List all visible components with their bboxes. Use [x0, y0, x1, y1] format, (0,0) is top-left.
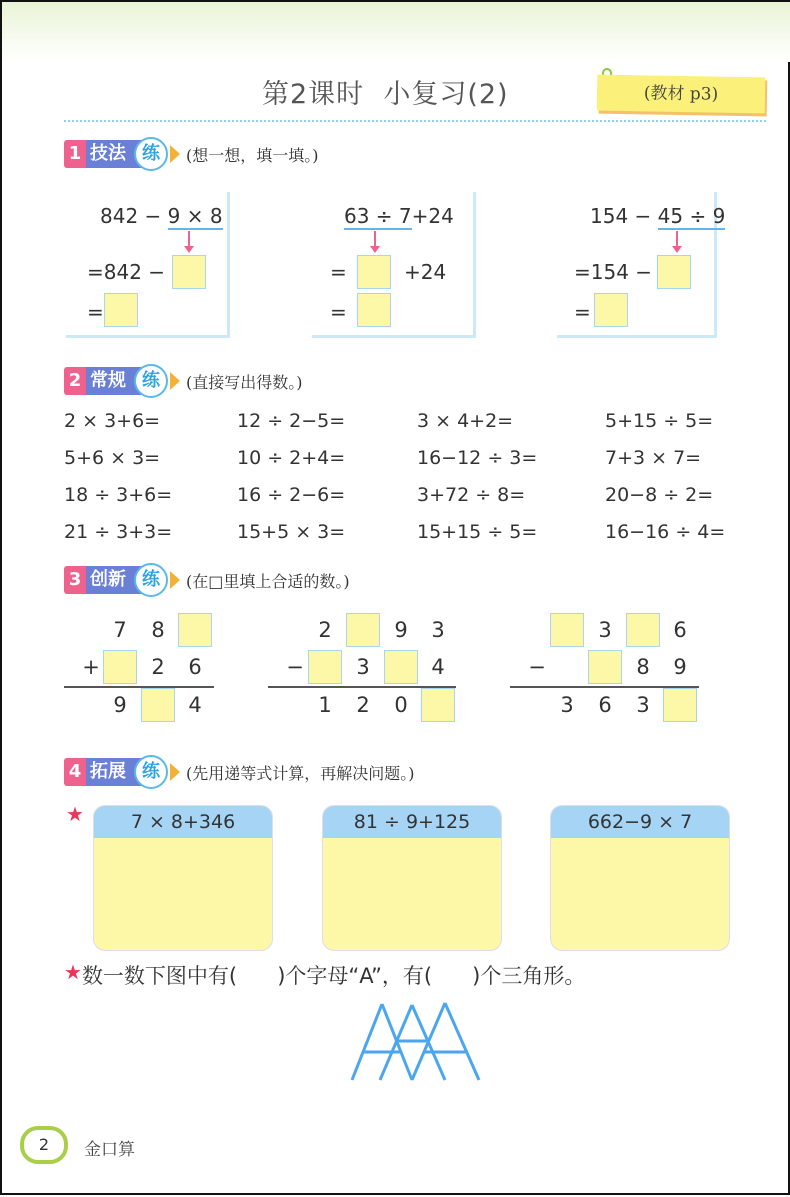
question-text: 数一数下图中有( [81, 964, 238, 988]
digit: 4 [431, 655, 445, 679]
section-instruction: (在□里填上合适的数。) [186, 571, 350, 591]
oral-calc-question: 15+5 × 3= [237, 521, 346, 543]
oral-calc-question: 12 ÷ 2−5= [237, 410, 346, 432]
digit: 3 [598, 618, 612, 642]
page-title: 第2课时 小复习(2) [262, 79, 509, 110]
answer-box[interactable] [421, 688, 455, 722]
section-instruction: (先用递等式计算，再解决问题。) [186, 763, 415, 783]
oral-calc-question: 3 × 4+2= [417, 410, 514, 432]
answer-box[interactable] [384, 650, 418, 684]
digit: 4 [188, 693, 202, 717]
section-number: 4 [64, 758, 86, 786]
digit: 6 [673, 618, 687, 642]
sum-line [268, 686, 456, 688]
digit: 1 [318, 693, 332, 717]
oral-calc-question: 10 ÷ 2+4= [237, 447, 346, 469]
digit: 3 [431, 618, 445, 642]
answer-box[interactable] [346, 613, 380, 647]
letter-a-triangle-figure [2, 2, 790, 1197]
answer-box[interactable] [104, 293, 138, 327]
digit: 2 [318, 618, 332, 642]
section-1-header [64, 139, 319, 169]
oral-calc-question: 2 × 3+6= [64, 410, 161, 432]
section-instruction: (直接写出得数。) [186, 372, 303, 392]
section-label: 技法 练 [86, 140, 152, 168]
question-text: )个字母“A”，有( [237, 964, 433, 988]
oral-calc-question: 16−12 ÷ 3= [417, 447, 538, 469]
page-number: 2 [20, 1126, 68, 1164]
oral-calc-question: 15+15 ÷ 5= [417, 521, 538, 543]
sum-line [64, 686, 214, 688]
expression [344, 204, 454, 230]
book-name: 金口算 [84, 1140, 135, 1160]
arrow-down-icon [374, 231, 376, 251]
question-text: )个三角形。 [432, 964, 586, 988]
section-number: 2 [64, 367, 86, 395]
oral-calc-question: 18 ÷ 3+6= [64, 484, 173, 506]
section-number: 1 [64, 140, 86, 168]
digit: 0 [394, 693, 408, 717]
answer-box[interactable] [357, 293, 391, 327]
digit: 7 [113, 618, 127, 642]
step-prefix: =842 − [87, 260, 166, 284]
digit: 9 [113, 693, 127, 717]
expression-part: 842 − [100, 204, 168, 228]
pencil-tip-icon [170, 571, 180, 589]
digit: 2 [151, 655, 165, 679]
answer-box[interactable] [172, 255, 206, 289]
card-expression: 662−9 × 7 [551, 806, 729, 838]
first-step-underlined: 63 ÷ 7 [344, 204, 412, 228]
expression-part: 154 − [590, 204, 658, 228]
oral-calc-question: 16−16 ÷ 4= [605, 521, 726, 543]
step-prefix: = [574, 300, 591, 324]
digit: 9 [394, 618, 408, 642]
expression-part: +24 [411, 204, 454, 228]
answer-box[interactable] [663, 688, 697, 722]
operator: − [286, 655, 304, 679]
section-label: 拓展 练 [86, 758, 152, 786]
calc-card[interactable] [322, 805, 502, 951]
digit: 6 [188, 655, 202, 679]
section-number: 3 [64, 566, 86, 594]
digit: 9 [673, 655, 687, 679]
page-top-background [2, 2, 790, 62]
oral-calc-question: 20−8 ÷ 2= [605, 484, 714, 506]
section-instruction: (想一想，填一填。) [186, 145, 319, 165]
step-prefix: = [87, 300, 104, 324]
answer-box[interactable] [103, 650, 137, 684]
section-label: 常规 练 [86, 367, 152, 395]
section-2-header [64, 366, 303, 396]
oral-calc-question: 5+6 × 3= [64, 447, 161, 469]
answer-box[interactable] [178, 613, 212, 647]
step-prefix: = [330, 300, 347, 324]
digit: 3 [356, 655, 370, 679]
section-3-header [64, 565, 350, 595]
operator: − [528, 655, 546, 679]
step-suffix: +24 [404, 260, 447, 284]
expression [590, 204, 725, 230]
digit: 2 [356, 693, 370, 717]
practice-circle: 练 [134, 755, 168, 789]
section-label: 创新 练 [86, 566, 152, 594]
oral-calc-question: 5+15 ÷ 5= [605, 410, 714, 432]
digit: 8 [636, 655, 650, 679]
digit: 3 [560, 693, 574, 717]
calc-card[interactable] [93, 805, 273, 951]
star-icon: ★ [66, 802, 84, 826]
answer-box[interactable] [141, 688, 175, 722]
sum-line [510, 686, 699, 688]
card-expression: 81 ÷ 9+125 [323, 806, 501, 838]
expression [100, 204, 223, 230]
oral-calc-question: 3+72 ÷ 8= [417, 484, 526, 506]
arrow-down-icon [676, 231, 678, 251]
step-prefix: = [330, 260, 347, 284]
pencil-tip-icon [170, 763, 180, 781]
operator: + [82, 655, 100, 679]
answer-box[interactable] [594, 293, 628, 327]
answer-box[interactable] [357, 255, 391, 289]
oral-calc-question: 21 ÷ 3+3= [64, 521, 173, 543]
practice-circle: 练 [134, 137, 168, 171]
digit: 8 [151, 618, 165, 642]
calc-card[interactable] [550, 805, 730, 951]
oral-calc-question: 16 ÷ 2−6= [237, 484, 346, 506]
star-icon: ★ [64, 960, 82, 984]
practice-circle: 练 [134, 364, 168, 398]
answer-box[interactable] [588, 650, 622, 684]
answer-box[interactable] [626, 613, 660, 647]
digit: 6 [598, 693, 612, 717]
section-4-header [64, 757, 415, 787]
answer-box[interactable] [550, 613, 584, 647]
pencil-tip-icon [170, 372, 180, 390]
pencil-tip-icon [170, 145, 180, 163]
first-step-underlined: 45 ÷ 9 [657, 204, 726, 228]
practice-circle: 练 [134, 563, 168, 597]
counting-question [64, 960, 585, 990]
answer-box[interactable] [657, 255, 691, 289]
divider [64, 120, 766, 122]
card-expression: 7 × 8+346 [94, 806, 272, 838]
digit: 3 [636, 693, 650, 717]
arrow-down-icon [188, 231, 190, 251]
answer-box[interactable] [308, 650, 342, 684]
textbook-reference-tag: (教材 p3) [597, 75, 766, 114]
first-step-underlined: 9 × 8 [167, 204, 223, 228]
step-prefix: =154 − [574, 260, 653, 284]
oral-calc-question: 7+3 × 7= [605, 447, 702, 469]
